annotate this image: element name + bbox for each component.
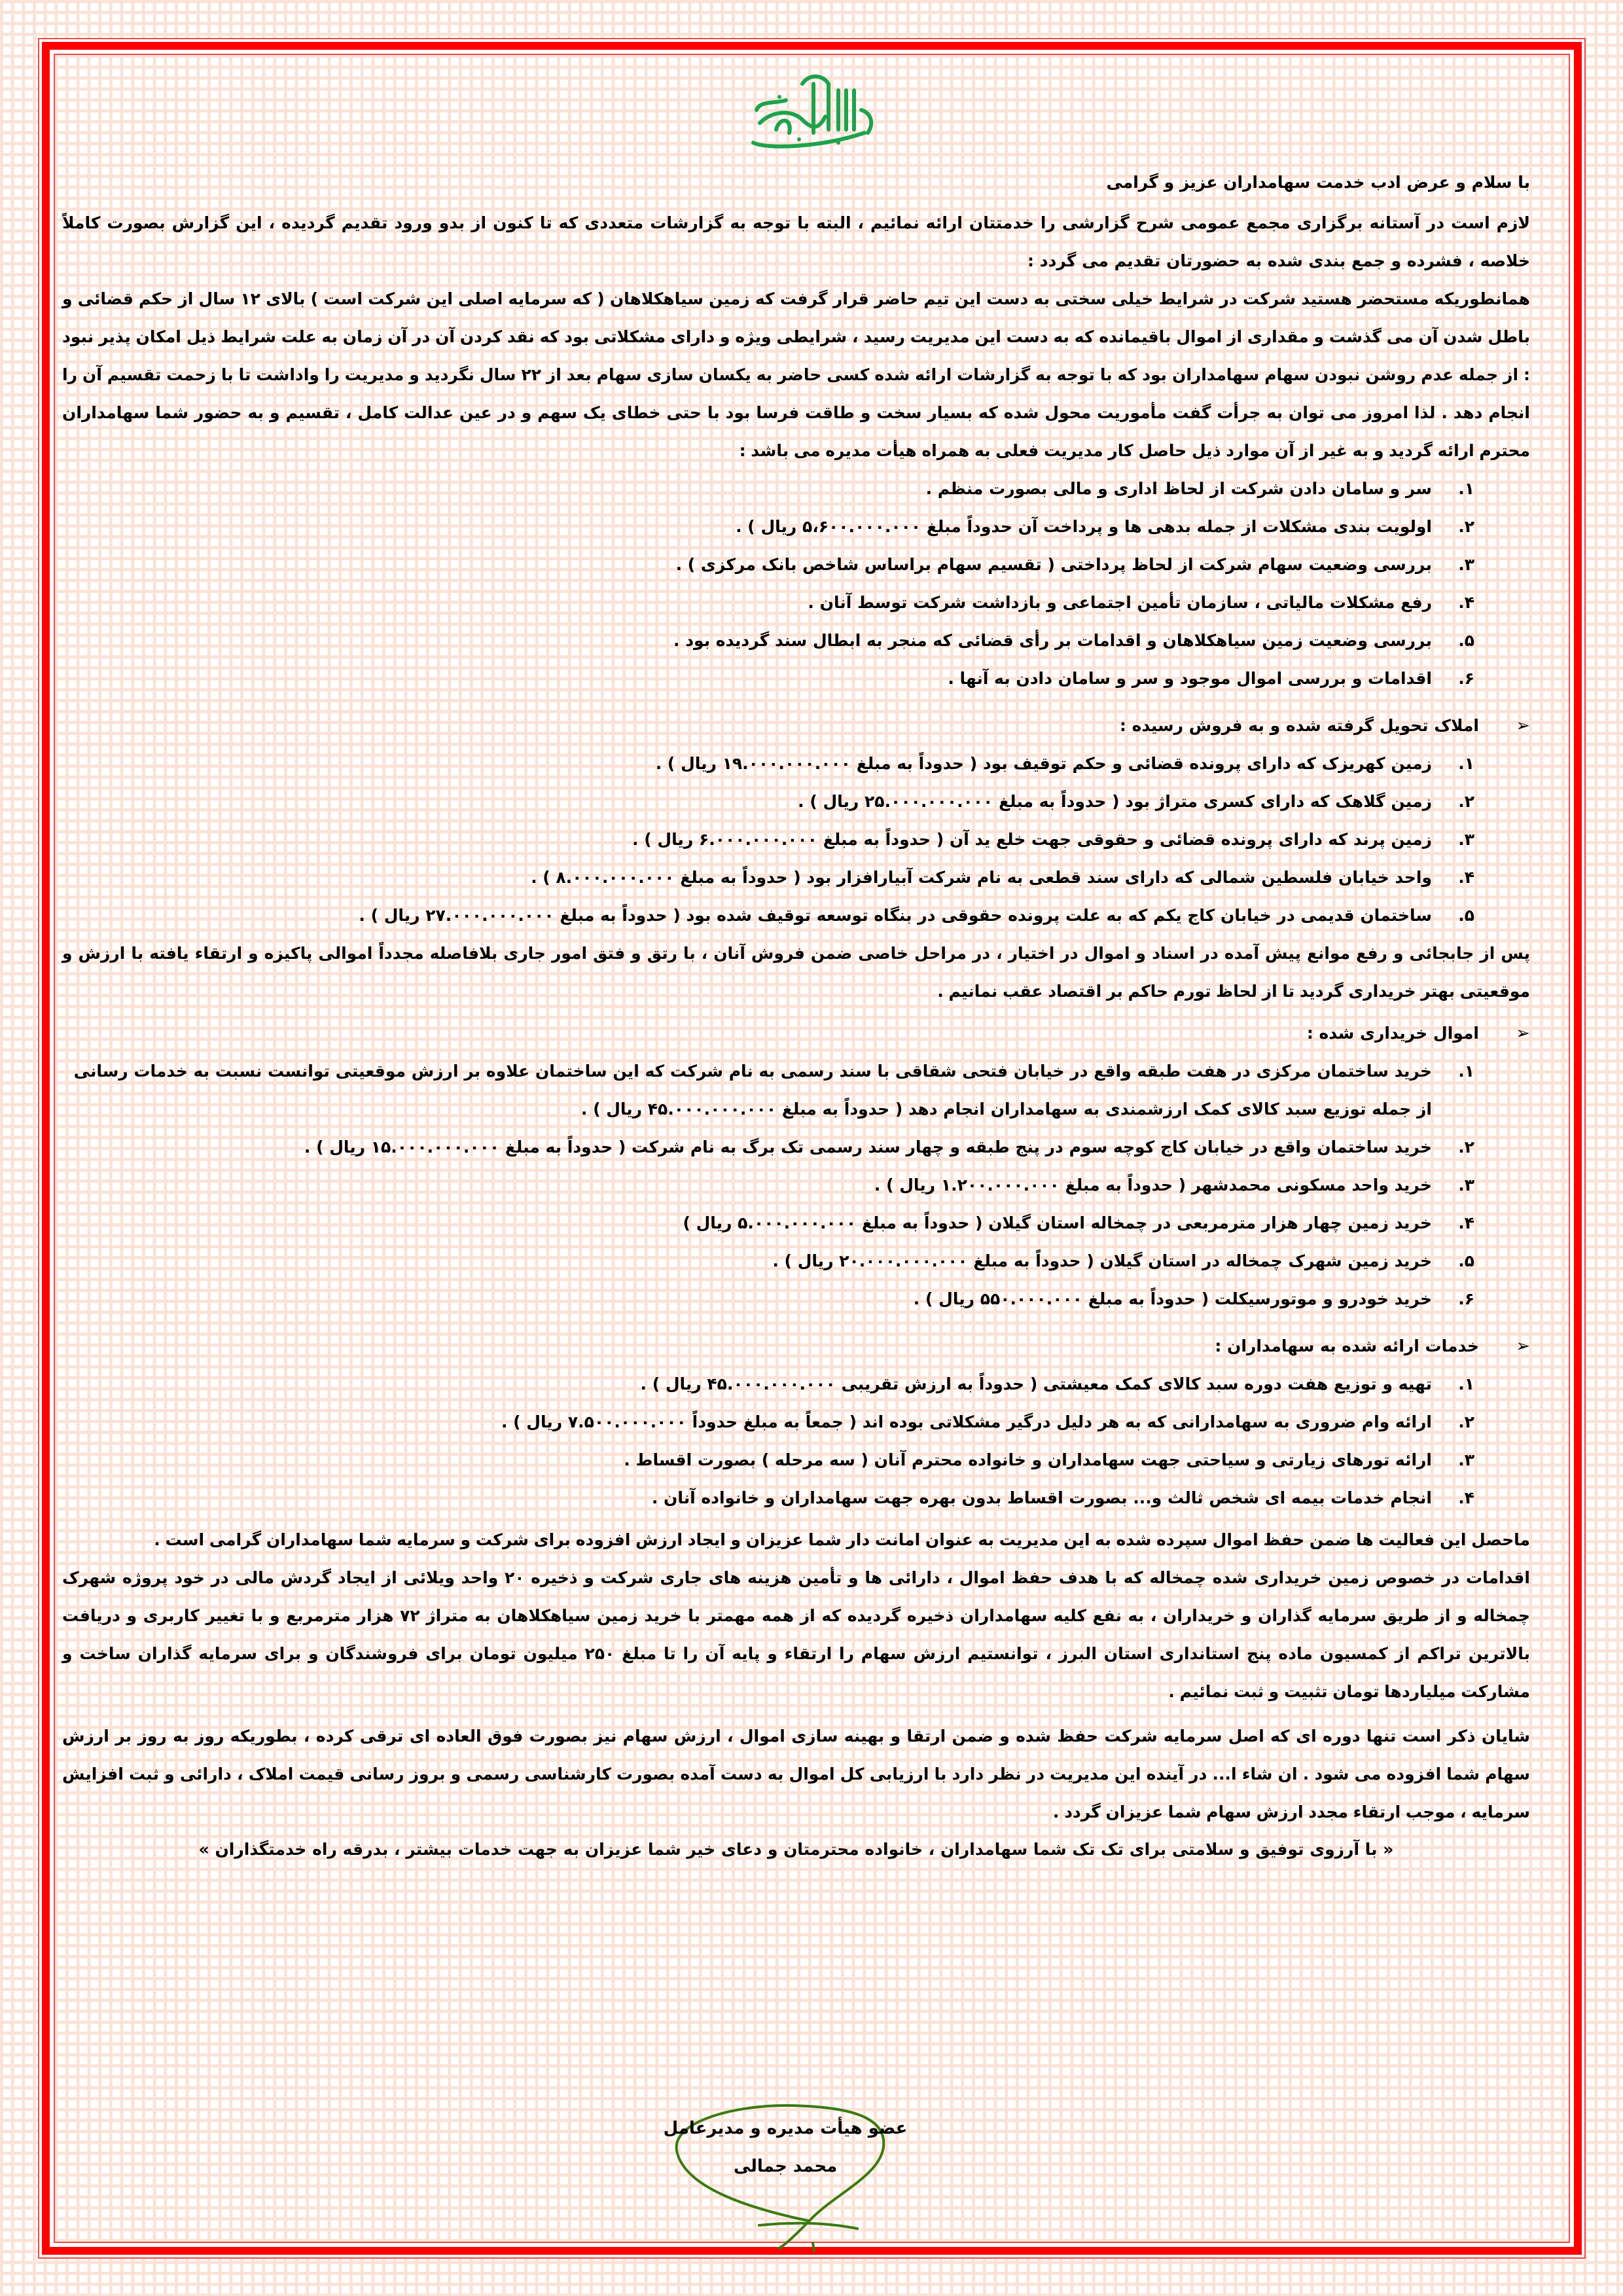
reinvestment-paragraph: پس از جابجائی و رفع موانع پیش آمده در اسناد و اموال در اختیار ، در مراحل خاصی ضمن فروش آنان ، با رتق و فتق امور جاری بلافاصله مجدداً اموالی پاکیزه و ارتقاء یافته با ارزش و موقعیتی بهتر خریداری گردید تا از لحاظ تورم حاکم بر اقتصاد عقب نمانیم . xyxy=(62,944,1530,1001)
list-item-text: ساختمان قدیمی در خیابان کاج یکم که به علت پرونده حقوقی در بنگاه توسعه توقیف شده بود ( حدوداً به مبلغ ۲۷.۰۰۰.۰۰۰.۰۰۰ ریال ) . xyxy=(359,906,1432,925)
list-number: ۴. xyxy=(1458,593,1474,612)
basmala-calligraphy-icon xyxy=(740,71,884,156)
list-item-text: تهیه و توزیع هفت دوره سبد کالای کمک معیشتی ( حدوداً به ارزش تقریبی ۴۵.۰۰۰.۰۰۰.۰۰۰ ریال ) . xyxy=(640,1374,1432,1393)
list-item-text: خرید ساختمان مرکزی در هفت طبقه واقع در خیابان فتحی شقاقی با سند رسمی به نام شرکت که این ساختمان علاوه بر ارزش موقعیتی توانست نسبت به خدمات رسانی از جمله توزیع سبد کالای کمک ارزشمندی به سهامداران انجام دهد ( حدوداً به مبلغ ۴۵.۰۰۰.۰۰۰.۰۰۰ ریال ) . xyxy=(73,1062,1432,1119)
list-item-text: رفع مشکلات مالیاتی ، سازمان تأمین اجتماعی و بازداشت شرکت توسط آنان . xyxy=(808,593,1432,612)
list-item xyxy=(62,622,1530,660)
list-item xyxy=(62,1403,1530,1441)
list-number: ۱. xyxy=(1458,754,1474,773)
section-heading-shareholder-services xyxy=(62,1327,1530,1365)
closing-wish: « با آرزوی توفیق و سلامتی برای تک تک شما سهامداران ، خانواده محترمتان و دعای خیر شما عزیزان به جهت خدمات بیشتر ، بدرقه راه خدمتگذاران » xyxy=(198,1840,1394,1859)
conclusion-paragraph-1: ماحصل این فعالیت ها ضمن حفظ اموال سپرده شده به این مدیریت به عنوان امانت دار شما عزیزان و ایجاد ارزش افزوده برای شرکت و سرمایه شما سهامداران گرامی است . xyxy=(154,1530,1530,1549)
list-number: ۱. xyxy=(1458,1374,1474,1393)
list-item xyxy=(62,660,1530,698)
signature-block xyxy=(661,2091,910,2261)
list-item xyxy=(62,783,1530,821)
list-item-text: بررسی وضعیت زمین سیاهکلاهان و اقدامات بر رأی قضائی که منجر به ابطال سند گردیده بود . xyxy=(673,631,1432,650)
list-number: ۳. xyxy=(1458,830,1474,849)
list-number: ۱. xyxy=(1458,479,1474,498)
list-number: ۲. xyxy=(1458,792,1474,811)
list-item-text: خرید واحد مسکونی محمدشهر ( حدوداً به مبلغ ۱.۲۰۰.۰۰۰.۰۰۰ ریال ) . xyxy=(874,1175,1432,1194)
arrow-bullet-icon: ➢ xyxy=(1516,716,1530,736)
section-heading-text: اموال خریداری شده : xyxy=(1306,1024,1479,1043)
list-number: ۴. xyxy=(1458,868,1474,887)
list-item xyxy=(62,1204,1530,1242)
signature-loop-icon xyxy=(661,2091,910,2261)
list-item-text: زمین گلاهک که دارای کسری متراژ بود ( حدوداً به مبلغ ۲۵.۰۰۰.۰۰۰.۰۰۰ ریال ) . xyxy=(798,792,1432,811)
list-item xyxy=(62,1479,1530,1517)
list-number: ۵. xyxy=(1458,906,1474,925)
list-number: ۵. xyxy=(1458,631,1474,650)
list-item xyxy=(62,745,1530,783)
list-number: ۳. xyxy=(1458,555,1474,574)
list-item-text: انجام خدمات بیمه ای شخص ثالث و... بصورت اقساط بدون بهره جهت سهامداران و خانواده آنان . xyxy=(651,1488,1432,1507)
list-item xyxy=(62,508,1530,546)
conclusion-paragraph-3: شایان ذکر است تنها دوره ای که اصل سرمایه شرکت حفظ شده و ضمن ارتقا و بهینه سازی اموال ، ارزش سهام نیز بصورت فوق العاده ای ترقی کرده ، بطوریکه روز به روز بر ارزش سهام شما افزوده می شود . ان شاء ا... در آینده این مدیریت در نظر دارد با ارزیابی کل اموال به دست آمده بصورت کارشناسی رسمی و بروز رسانی قیمت املاک ، دارائی و ثبت افزایش سرمایه ، موجب ارتقاء مجدد ارزش سهام شما عزیزان گردد . xyxy=(62,1727,1530,1821)
list-number: ۲. xyxy=(1458,1138,1474,1157)
list-number: ۳. xyxy=(1458,1175,1474,1194)
list-number: ۳. xyxy=(1458,1450,1474,1469)
list-number: ۲. xyxy=(1458,517,1474,536)
section-heading-text: املاک تحویل گرفته شده و به فروش رسیده : xyxy=(1119,716,1479,735)
list-item xyxy=(62,1166,1530,1204)
list-item-text: خرید ساختمان واقع در خیابان کاج کوچه سوم در پنج طبقه و چهار سند رسمی تک برگ به نام شرکت ( حدوداً به مبلغ ۱۵.۰۰۰.۰۰۰.۰۰۰ ریال ) . xyxy=(304,1138,1432,1157)
letter-body xyxy=(62,59,1530,1867)
list-item xyxy=(62,1365,1530,1403)
list-item-text: ارائه وام ضروری به سهامدارانی که به هر دلیل درگیر مشکلاتی بوده اند ( جمعاً به مبلغ حدوداً ۷.۵۰۰.۰۰۰.۰۰۰ ریال ) . xyxy=(501,1412,1432,1431)
assets-purchased-list xyxy=(62,1052,1530,1318)
list-item xyxy=(62,1242,1530,1280)
list-item xyxy=(62,584,1530,622)
list-item-text: زمین کهریزک که دارای پرونده قضائی و حکم توقیف بود ( حدوداً به مبلغ ۱۹.۰۰۰.۰۰۰.۰۰۰ ریال ) . xyxy=(655,754,1432,773)
list-item-text: خرید زمین شهرک چمخاله در استان گیلان ( حدوداً به مبلغ ۲۰.۰۰۰.۰۰۰.۰۰۰ ریال ) . xyxy=(772,1251,1432,1270)
list-number: ۵. xyxy=(1458,1251,1474,1270)
list-item xyxy=(62,546,1530,584)
list-item xyxy=(62,821,1530,859)
list-item xyxy=(62,1052,1530,1128)
list-item xyxy=(62,897,1530,935)
section-heading-text: خدمات ارائه شده به سهامداران : xyxy=(1215,1336,1479,1355)
shareholder-services-list xyxy=(62,1365,1530,1517)
list-item xyxy=(62,1441,1530,1479)
background-paragraph: همانطوریکه مستحضر هستید شرکت در شرایط خیلی سختی به دست این تیم حاضر قرار گرفت که زمین سیاهکلاهان ( که سرمایه اصلی این شرکت است ) بالای ۱۲ سال از حکم قضائی و باطل شدن آن می گذشت و مقداری از اموال باقیمانده که به دست این مدیریت رسید ، شرایطی ویژه و دارای مشکلاتی بود که نقد کردن آن در آن زمان به علت شرایط ذیل امکان پذیر نبود : از جمله عدم روشن نبودن سهام سهامداران بود که با توجه به گزارشات ارائه شده کسی حاضر به یکسان سازی سهام بعد از ۲۲ سال نگردید و مدیریت را واداشت تا با زحمت تقسیم آن را انجام دهد . لذا امروز می توان به جرأت گفت مأموریت محول شده که بسیار سخت و طاقت فرسا بود با حتی خطای یک سهم و در عین عدالت کامل ، تقسیم و به حضور شما سهامداران محترم ارائه گردید و به غیر از آن موارد ذیل حاصل کار مدیریت فعلی به همراه هیأت مدیره می باشد : xyxy=(62,289,1531,460)
list-item xyxy=(62,1280,1530,1318)
list-item xyxy=(62,859,1530,897)
section-heading-properties-sold xyxy=(62,707,1530,745)
arrow-bullet-icon: ➢ xyxy=(1516,1336,1530,1356)
list-item-text: اقدامات و بررسی اموال موجود و سر و سامان دادن به آنها . xyxy=(948,669,1432,688)
signature-title: عضو هیأت مدیره و مدیرعامل xyxy=(663,2119,908,2138)
list-item-text: واحد خیابان فلسطین شمالی که دارای سند قطعی به نام شرکت آبیارافزار بود ( حدوداً به مبلغ ۸.۰۰۰.۰۰۰.۰۰۰ ) . xyxy=(531,868,1432,887)
arrow-bullet-icon: ➢ xyxy=(1516,1024,1530,1043)
list-item-text: اولویت بندی مشکلات از جمله بدهی ها و پرداخت آن حدوداً مبلغ ۵،۶۰۰.۰۰۰.۰۰۰ ریال ) . xyxy=(736,517,1432,536)
list-item-text: بررسی وضعیت سهام شرکت از لحاظ پرداختی ( تقسیم سهام براساس شاخص بانک مرکزی ) . xyxy=(675,555,1432,574)
list-number: ۲. xyxy=(1458,1412,1474,1431)
properties-sold-list xyxy=(62,745,1530,935)
list-item-text: سر و سامان دادن شرکت از لحاظ اداری و مالی بصورت منظم . xyxy=(925,479,1432,498)
list-number: ۱. xyxy=(1458,1062,1474,1081)
intro-paragraph: لازم است در آستانه برگزاری مجمع عمومی شرح گزارشی را خدمتتان ارائه نمائیم ، البته با توجه به گزارشات متعددی که تا کنون از بدو ورود تقدیم گردیده ، این گزارش بصورت کاملاً خلاصه ، فشرده و جمع بندی شده به حضورتان تقدیم می گردد : xyxy=(62,213,1530,270)
list-item xyxy=(62,470,1530,508)
list-item-text: خرید زمین چهار هزار مترمربعی در چمخاله استان گیلان ( حدوداً به مبلغ ۵.۰۰۰.۰۰۰.۰۰۰ ریال ) xyxy=(683,1213,1432,1232)
list-item-text: خرید خودرو و موتورسیکلت ( حدوداً به مبلغ ۵۵۰.۰۰۰.۰۰۰ ریال ) . xyxy=(913,1289,1432,1308)
list-item xyxy=(62,1128,1530,1166)
list-item-text: زمین پرند که دارای پرونده قضائی و حقوقی جهت خلع ید آن ( حدوداً به مبلغ ۶.۰۰۰.۰۰۰.۰۰۰ ریال ) . xyxy=(632,830,1432,849)
conclusion-paragraph-2: اقدامات در خصوص زمین خریداری شده چمخاله که با هدف حفظ اموال ، دارائی ها و تأمین هزینه های جاری شرکت و ذخیره ۲۰ واحد ویلائی از ایجاد گردش مالی در خود پروژه شهرک چمخاله و از طریق سرمایه گذاران و خریداران ، به نفع کلیه سهامداران ذخیره گردیده که از همه مهمتر با خرید زمین سیاهکلاهان به متراژ ۷۲ هزار مترمربع و با تغییر کاربری و دریافت بالاترین تراکم از کمسیون ماده پنج استانداری استان البرز ، توانستیم ارزش سهام را ارتقاء و پایه آن را تا مبلغ ۲۵۰ میلیون تومان برای فروشندگان و برای سرمایه گذاران ساخت و مشارکت میلیاردها تومان تثبیت و ثبت نمائیم . xyxy=(62,1568,1530,1701)
section-heading-assets-purchased xyxy=(62,1014,1530,1052)
achievements-list xyxy=(62,470,1530,698)
list-number: ۴. xyxy=(1458,1488,1474,1507)
list-number: ۴. xyxy=(1458,1213,1474,1232)
signature-name: محمد جمالی xyxy=(733,2157,838,2176)
list-number: ۶. xyxy=(1458,669,1474,688)
greeting-line: با سلام و عرض ادب خدمت سهامداران عزیز و گرامی xyxy=(1106,173,1530,192)
list-number: ۶. xyxy=(1458,1289,1474,1308)
list-item-text: ارائه تورهای زیارتی و سیاحتی جهت سهامداران و خانواده محترم آنان ( سه مرحله ) بصورت اقساط . xyxy=(624,1450,1432,1469)
